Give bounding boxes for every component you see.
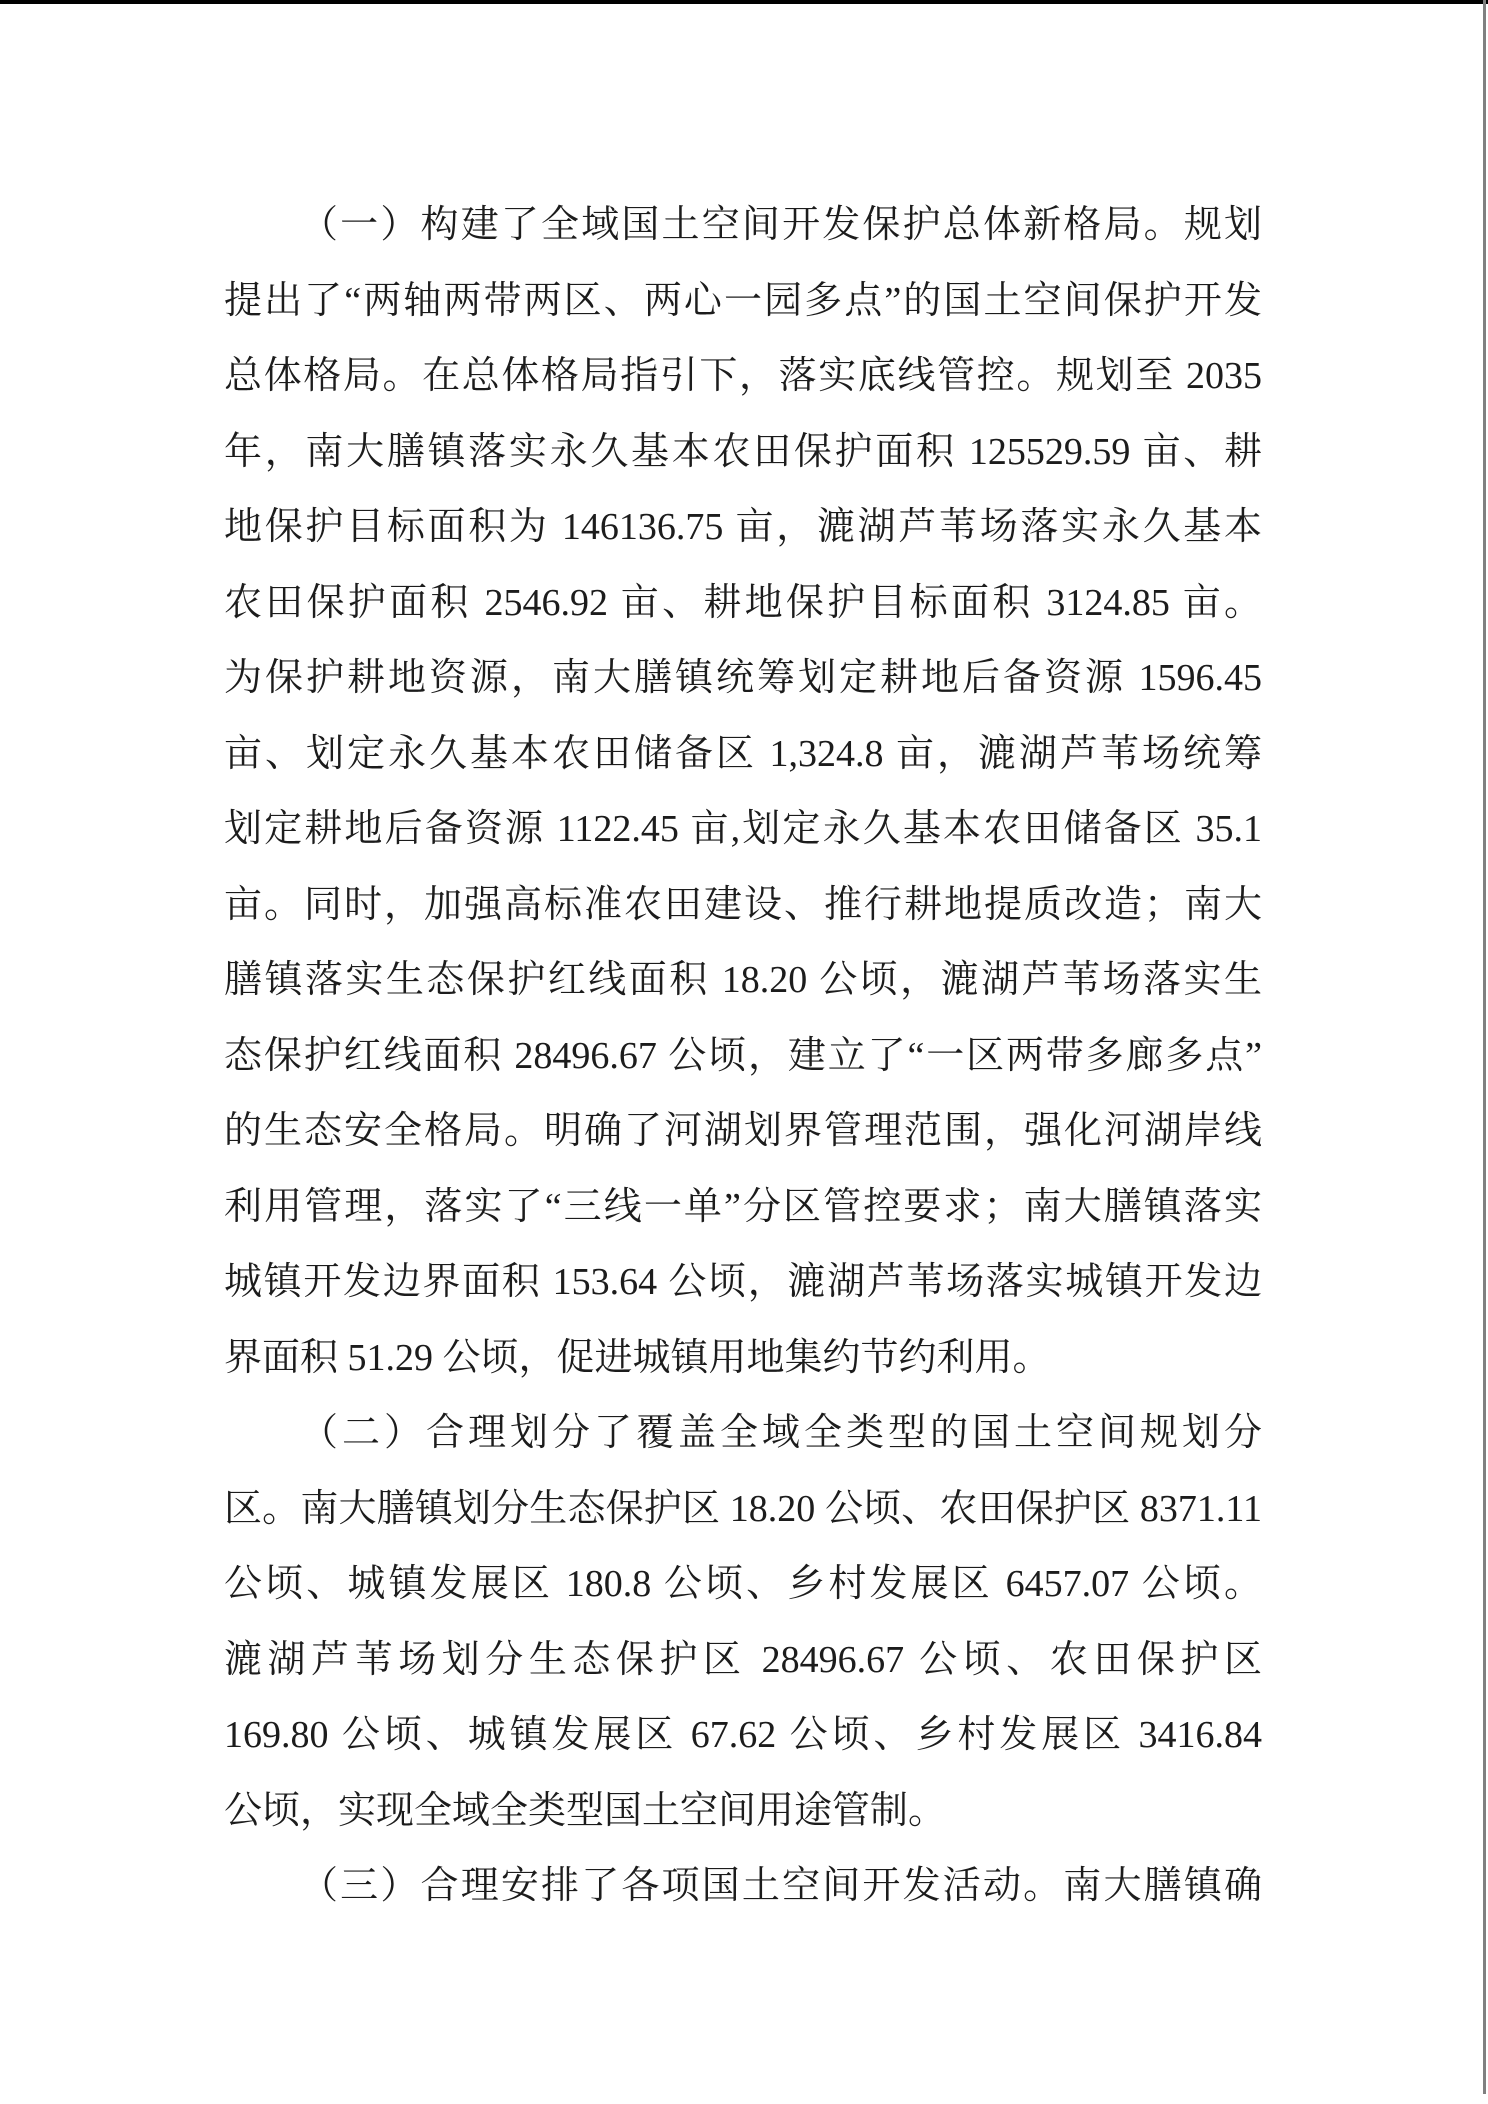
text-line: 年，南大膳镇落实永久基本农田保护面积 125529.59 亩、耕 <box>224 430 1262 473</box>
text-line: 城镇开发边界面积 153.64 公顷，漉湖芦苇场落实城镇开发边 <box>224 1261 1262 1303</box>
paragraph-2 <box>224 1396 1262 1849</box>
text-line: 公顷、城镇发展区 180.8 公顷、乡村发展区 6457.07 公顷。 <box>224 1563 1262 1605</box>
text-line: 利用管理，落实了“三线一单”分区管控要求；南大膳镇落实 <box>224 1185 1262 1228</box>
page-top-edge <box>0 0 1488 4</box>
text-line: （一）构建了全域国土空间开发保护总体新格局。规划 <box>300 204 1262 246</box>
text-line: 总体格局。在总体格局指引下，落实底线管控。规划至 2035 <box>224 355 1262 397</box>
text-line: 农田保护面积 2546.92 亩、耕地保护目标面积 3124.85 亩。 <box>224 581 1262 624</box>
text-line: 区。南大膳镇划分生态保护区 18.20 公顷、农田保护区 8371.11 <box>224 1487 1262 1530</box>
page-right-edge <box>1483 0 1486 2094</box>
text-line: 为保护耕地资源，南大膳镇统筹划定耕地后备资源 1596.45 <box>224 657 1262 699</box>
text-line: （三）合理安排了各项国土空间开发活动。南大膳镇确 <box>300 1865 1262 1907</box>
text-line: 亩。同时，加强高标准农田建设、推行耕地提质改造；南大 <box>224 883 1262 926</box>
text-line: 地保护目标面积为 146136.75 亩，漉湖芦苇场落实永久基本 <box>224 506 1262 548</box>
text-line: 界面积 51.29 公顷，促进城镇用地集约节约利用。 <box>224 1336 1051 1379</box>
document-body <box>224 188 1262 1925</box>
text-line: 亩、划定永久基本农田储备区 1,324.8 亩，漉湖芦苇场统筹 <box>224 732 1262 775</box>
text-line: 169.80 公顷、城镇发展区 67.62 公顷、乡村发展区 3416.84 <box>224 1714 1262 1756</box>
text-line: 态保护红线面积 28496.67 公顷，建立了“一区两带多廊多点” <box>224 1034 1262 1077</box>
text-line: 公顷，实现全域全类型国土空间用途管制。 <box>224 1789 947 1832</box>
text-line: 膳镇落实生态保护红线面积 18.20 公顷，漉湖芦苇场落实生 <box>224 959 1262 1001</box>
text-line: 漉湖芦苇场划分生态保护区 28496.67 公顷、农田保护区 <box>224 1638 1262 1681</box>
text-line: 的生态安全格局。明确了河湖划界管理范围，强化河湖岸线 <box>224 1110 1262 1152</box>
text-line: 提出了“两轴两带两区、两心一园多点”的国土空间保护开发 <box>224 279 1262 322</box>
paragraph-3 <box>224 1849 1262 1925</box>
text-line: （二）合理划分了覆盖全域全类型的国土空间规划分 <box>300 1412 1262 1454</box>
text-line: 划定耕地后备资源 1122.45 亩,划定永久基本农田储备区 35.1 <box>224 808 1262 850</box>
paragraph-1 <box>224 188 1262 1396</box>
